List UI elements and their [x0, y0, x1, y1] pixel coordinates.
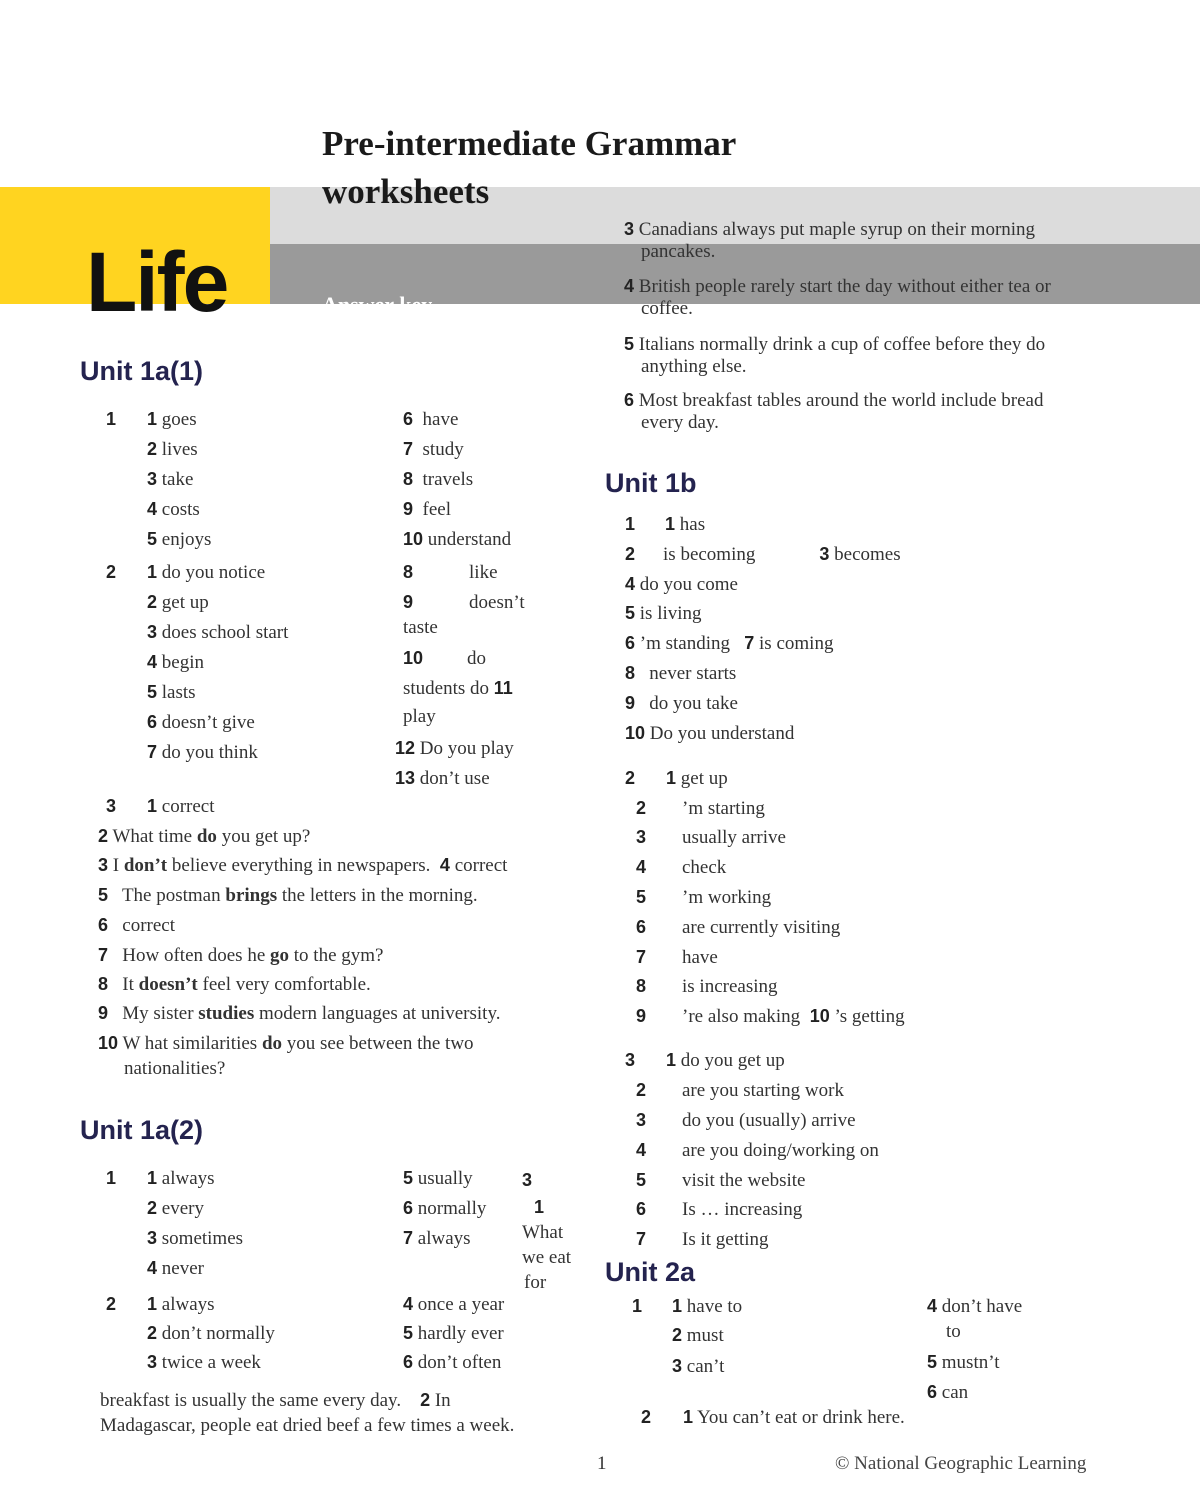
answer-item: 5 mustn’t — [927, 1352, 1000, 1373]
exercise-number: 3 — [522, 1170, 533, 1190]
answer-item: 1 get up — [666, 768, 728, 789]
answer-item: 2 ’m starting — [636, 798, 765, 819]
answer-item-wrap: for — [524, 1272, 547, 1293]
exercise-number: 3 — [625, 1050, 636, 1070]
answer-item: 9 feel — [403, 499, 451, 520]
answer-item: 7 have — [636, 947, 718, 968]
answer-item: 4 begin — [147, 652, 204, 673]
answer-item: 1 1 has — [625, 514, 706, 535]
exercise-number: 1 — [106, 409, 117, 429]
answer-item: 9 My sister studies modern languages at university. — [98, 1003, 501, 1024]
answer-list — [147, 561, 288, 771]
answer-item: 6 correct — [98, 915, 175, 936]
page-number: 1 — [597, 1453, 607, 1474]
answer-item: 9 ’re also making 10 ’s getting — [636, 1006, 905, 1027]
life-logo: Life — [86, 235, 228, 329]
answer-item: 5 enjoys — [147, 529, 212, 550]
answer-item: 6 Most breakfast tables around the world include bread — [624, 390, 1044, 411]
answer-item: 12 Do you play — [395, 738, 514, 759]
answer-item: 7 Is it getting — [636, 1229, 769, 1250]
answer-item: 6 doesn’t give — [147, 712, 255, 733]
answer-item: 9 doesn’t — [403, 592, 525, 613]
title-line-2: worksheets — [322, 172, 490, 211]
exercise-number: 2 — [106, 1294, 117, 1314]
answer-list — [636, 767, 905, 1035]
heading-unit-1b: Unit 1b — [605, 468, 697, 498]
answer-item: 8 never starts — [625, 663, 737, 684]
answer-item: 2 are you starting work — [636, 1080, 844, 1101]
answer-list — [147, 408, 211, 558]
answer-item: 10 Do you understand — [625, 723, 795, 744]
answer-item: 3 does school start — [147, 622, 289, 643]
answer-item: 1 do you notice — [147, 562, 266, 583]
answer-item: 6 normally — [403, 1198, 487, 1219]
answer-item: 2 is becoming 3 becomes — [625, 544, 901, 565]
answer-item: 5 is living — [625, 603, 702, 624]
answer-item-wrap: anything else. — [641, 356, 747, 377]
copyright: © National Geographic Learning — [835, 1453, 1087, 1474]
answer-item: 4 are you doing/working on — [636, 1140, 879, 1161]
exercise-number: 2 — [625, 768, 636, 788]
answer-key-subtitle: Answer key — [322, 292, 433, 317]
answer-item: 3 usually arrive — [636, 827, 786, 848]
answer-item: 5 visit the website — [636, 1170, 806, 1191]
answer-item: 3 Canadians always put maple syrup on their morning — [624, 219, 1036, 240]
answer-item: 10 W hat similarities do you see between the two — [98, 1033, 474, 1054]
answer-item: 10 understand — [403, 529, 512, 550]
answer-item: 6 have — [403, 409, 459, 430]
answer-item: 5 hardly ever — [403, 1323, 504, 1344]
answer-list — [403, 1167, 486, 1257]
answer-item: 3 twice a week — [147, 1352, 261, 1373]
answer-item: 3 sometimes — [147, 1228, 244, 1249]
answer-item: 8 is increasing — [636, 976, 778, 997]
heading-unit-2a: Unit 2a — [605, 1257, 696, 1287]
answer-item-wrap: nationalities? — [124, 1058, 226, 1079]
answer-item: 13 don’t use — [395, 768, 490, 789]
answer-item: 3 take — [147, 469, 194, 490]
page-title — [322, 120, 736, 216]
answer-item: 8 travels — [403, 469, 474, 490]
answer-list — [147, 1293, 275, 1380]
exercise-number: 1 — [632, 1296, 643, 1316]
answer-item-wrap: to — [946, 1321, 961, 1342]
answer-item-wrap: play — [403, 706, 436, 727]
answer-item: 4 once a year — [403, 1294, 505, 1315]
answer-item: 2 must — [672, 1325, 724, 1346]
answer-item: students do 11 — [403, 678, 513, 699]
answer-item-wrap: every day. — [641, 412, 719, 433]
continued-answers — [624, 218, 1051, 434]
answer-item: 5 Italians normally drink a cup of coffee before they do — [624, 334, 1046, 355]
heading-unit-1a2: Unit 1a(2) — [80, 1115, 204, 1145]
answer-item: 5 The postman brings the letters in the morning. — [98, 885, 478, 906]
answer-item: 1 always — [147, 1294, 215, 1315]
answer-item: 1 goes — [147, 409, 197, 430]
answer-item: 6 Is … increasing — [636, 1199, 803, 1220]
answer-item: 2 What time do you get up? — [98, 826, 311, 847]
answer-item: 3 I don’t believe everything in newspapers. 4 correct — [98, 855, 508, 876]
answer-item-wrap: pancakes. — [641, 241, 716, 262]
title-line-1: Pre-intermediate Grammar — [322, 124, 737, 163]
answer-item: 8 like — [403, 562, 498, 583]
exercise-number: 1 — [106, 1168, 117, 1188]
answer-item: 2 1 You can’t eat or drink here. — [641, 1407, 905, 1428]
answer-item: 7 do you think — [147, 742, 258, 763]
answer-item: 6 don’t often — [403, 1352, 502, 1373]
answer-list — [636, 1049, 879, 1258]
answer-item-wrap: Madagascar, people eat dried beef a few times a week. — [100, 1415, 515, 1436]
answer-item: 5 usually — [403, 1168, 473, 1189]
answer-item: 4 British people rarely start the day without either tea or — [624, 276, 1051, 297]
item-number: 1 — [534, 1197, 545, 1217]
answer-list — [403, 1293, 504, 1380]
answer-item: 4 costs — [147, 499, 200, 520]
answer-item: 6 are currently visiting — [636, 917, 841, 938]
answer-item: 2 every — [147, 1198, 204, 1219]
answer-item: 2 don’t normally — [147, 1323, 275, 1344]
answer-item-wrap: What — [522, 1222, 564, 1243]
answer-item: 10 do — [403, 648, 487, 669]
answer-item: breakfast is usually the same every day. 2 In — [100, 1390, 451, 1411]
answer-item: 2 lives — [147, 439, 198, 460]
answer-item: 4 do you come — [625, 574, 738, 595]
answer-item: 1 have to — [672, 1296, 743, 1317]
answer-item: 5 lasts — [147, 682, 196, 703]
answer-item-wrap: coffee. — [641, 298, 693, 319]
heading-unit-1a1: Unit 1a(1) — [80, 356, 204, 386]
answer-item: 6 ’m standing 7 is coming — [625, 633, 834, 654]
answer-item: 3 do you (usually) arrive — [636, 1110, 856, 1131]
answer-item: 7 always — [403, 1228, 471, 1249]
answer-item: 9 do you take — [625, 693, 738, 714]
answer-item-wrap: taste — [403, 617, 438, 638]
answer-item: 1 always — [147, 1168, 215, 1189]
answer-list — [672, 1295, 742, 1384]
answer-list — [403, 408, 511, 558]
exercise-number: 3 — [106, 796, 117, 816]
answer-item: 7 study — [403, 439, 464, 460]
answer-item: 5 ’m working — [636, 887, 772, 908]
answer-item: 8 It doesn’t feel very comfortable. — [98, 974, 371, 995]
answer-item: 4 don’t have — [927, 1296, 1023, 1317]
answer-item: 3 can’t — [672, 1356, 725, 1377]
answer-item: 2 get up — [147, 592, 209, 613]
answer-list — [147, 1167, 243, 1287]
answer-item: 4 check — [636, 857, 727, 878]
answer-item: 1 correct — [147, 796, 215, 817]
answer-item: 1 do you get up — [666, 1050, 785, 1071]
answer-item: 7 How often does he go to the gym? — [98, 945, 384, 966]
answer-item: 4 never — [147, 1258, 204, 1279]
exercise-number: 2 — [106, 562, 117, 582]
answer-item-wrap: we eat — [522, 1247, 572, 1268]
answer-item: 6 can — [927, 1382, 969, 1403]
